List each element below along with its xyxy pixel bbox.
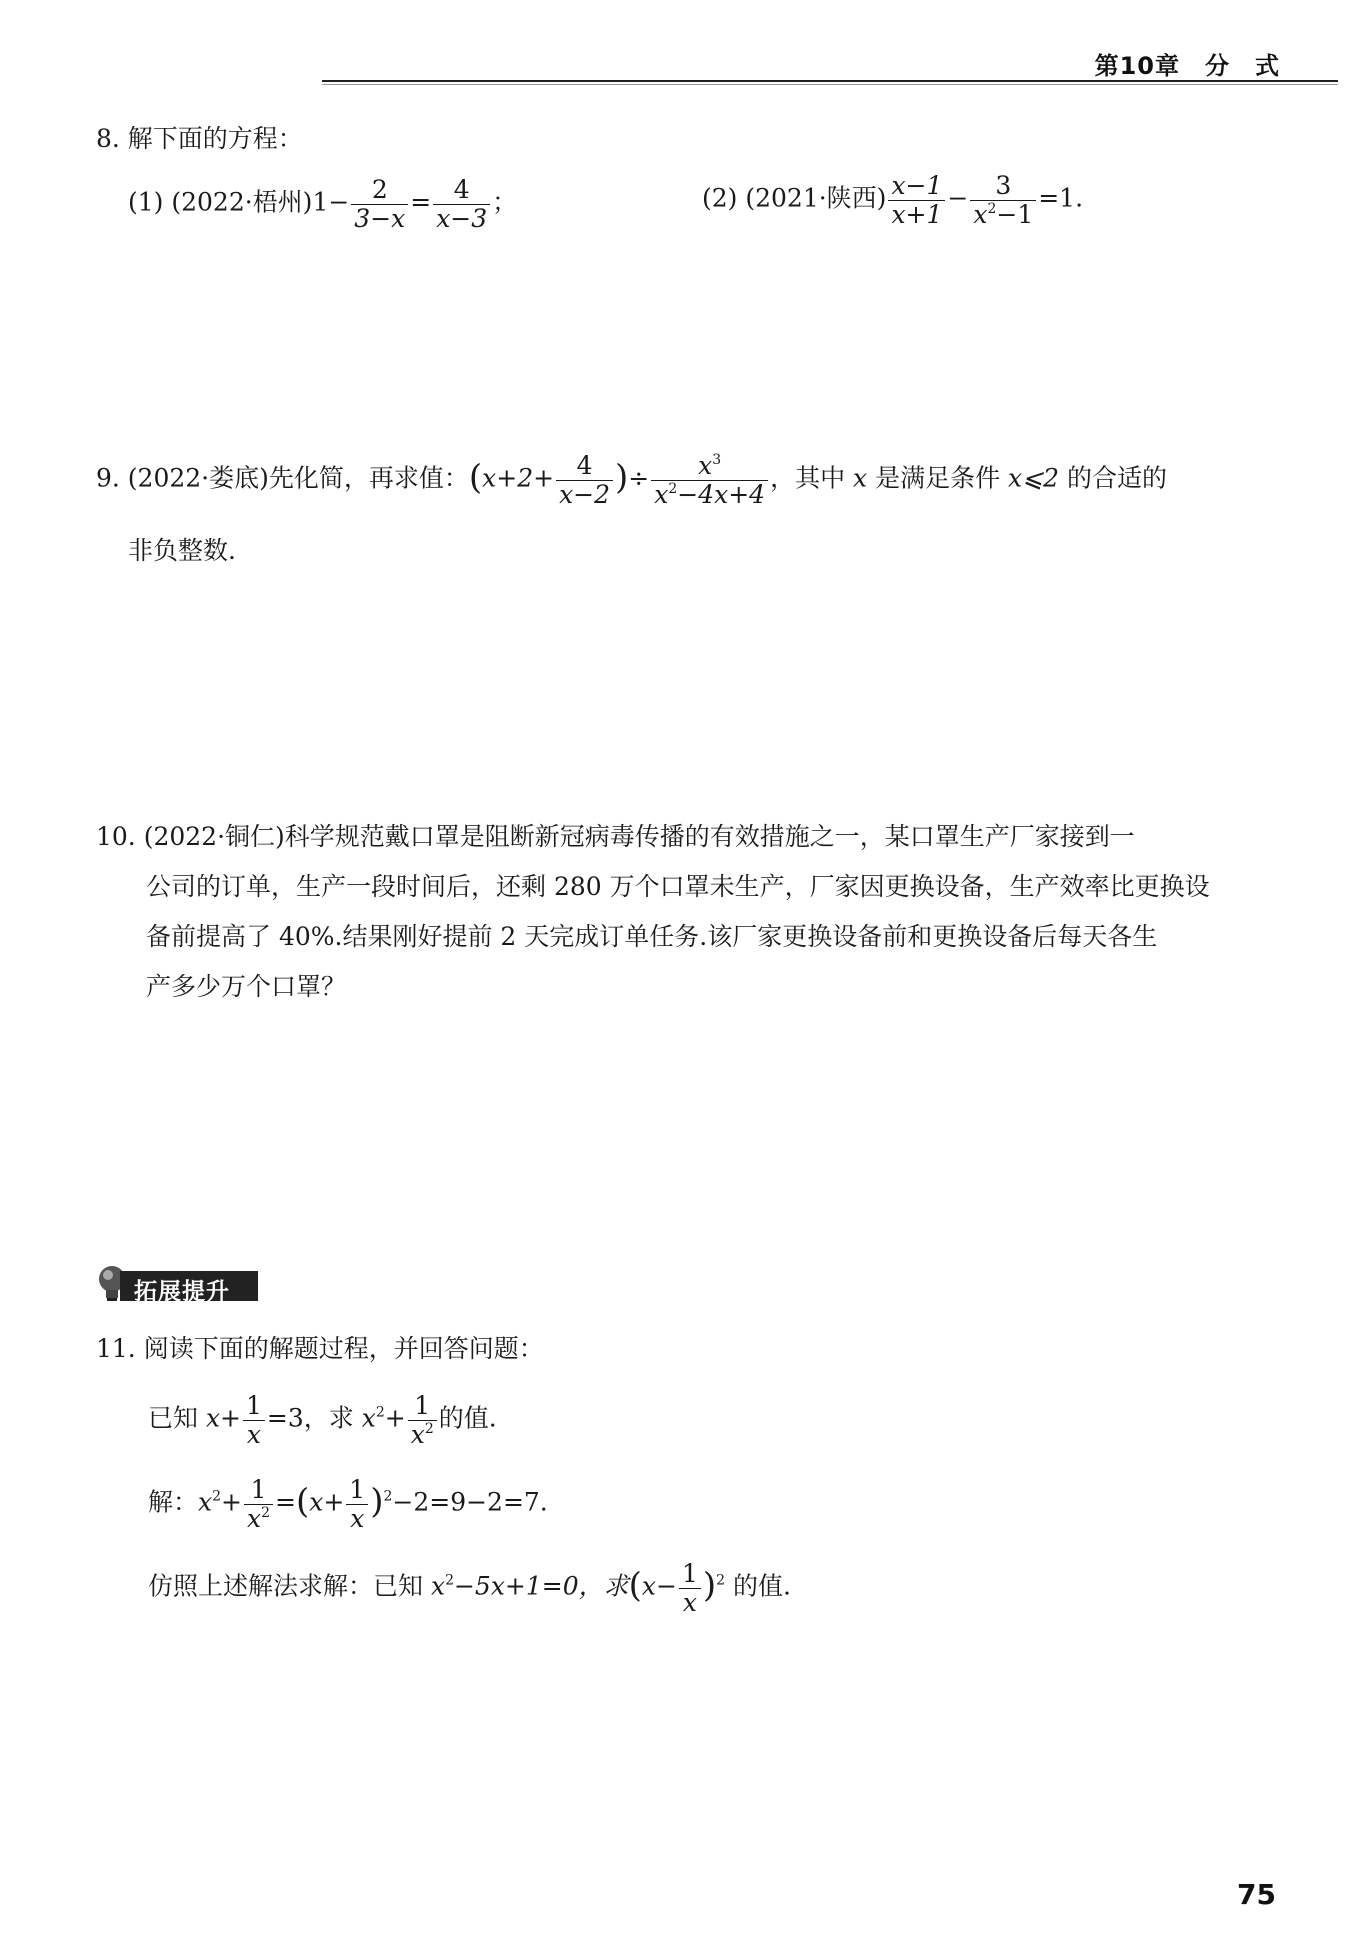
q10-line4: 产多少万个口罩？ (146, 972, 347, 1001)
numerator: 1 (244, 1476, 273, 1505)
denominator (244, 1505, 273, 1533)
q8-part1 (128, 176, 517, 232)
exponent: 2 (445, 1572, 454, 1589)
base: x (247, 1503, 262, 1533)
q8-p1-frac2 (433, 176, 490, 232)
minus: − (947, 183, 969, 213)
equals: = (410, 187, 432, 217)
semicolon: ； (492, 187, 518, 217)
q9-lead: 9. (2022·娄底)先化简，再求值： (96, 463, 469, 493)
task-tail: 的值. (725, 1571, 791, 1601)
q8-part2 (702, 172, 1083, 228)
exponent: 2 (261, 1504, 271, 1521)
denominator: x−3 (436, 203, 488, 233)
paren-open: ( (468, 457, 483, 498)
q9-condition: x⩽2 (1008, 463, 1059, 493)
exponent: 2 (668, 480, 678, 497)
q11-task (148, 1560, 791, 1616)
section-label: 拓展提升 (134, 1279, 230, 1305)
q8-p1-frac1 (351, 176, 408, 232)
exponent: 2 (383, 1488, 393, 1505)
denominator: x (682, 1587, 697, 1617)
rhs: =1. (1038, 183, 1084, 213)
q11-given (148, 1392, 497, 1448)
base: x (698, 451, 713, 480)
header-rule-thin (322, 84, 1338, 85)
plus: + (384, 1403, 406, 1433)
q10-line2: 公司的订单，生产一段时间后，还剩 280 万个口罩未生产，厂家因更换设备，生产效率比更换设 (146, 872, 1210, 901)
q10-text (96, 812, 1296, 1012)
q9-frac1 (556, 452, 613, 508)
exponent: 2 (716, 1572, 726, 1589)
base: x (430, 1571, 446, 1601)
denominator: x−2 (559, 479, 611, 509)
numerator: 1 (679, 1560, 701, 1589)
given-expr: x+ (205, 1403, 241, 1433)
paren-open: ( (628, 1565, 642, 1606)
numerator: 1 (408, 1392, 437, 1421)
paren-open: ( (295, 1481, 310, 1522)
q9-expr: x+2+ (482, 463, 555, 493)
section-badge (96, 1268, 258, 1305)
numerator: 4 (433, 176, 490, 205)
q10-line1: 10. (2022·铜仁)科学规范戴口罩是阻断新冠病毒传播的有效措施之一，某口罩生产厂家接到一 (96, 822, 1135, 851)
task-expr: −5x+1=0，求 (453, 1571, 629, 1601)
numerator: 1 (346, 1476, 368, 1505)
base: x (361, 1403, 376, 1433)
q10-line3: 备前提高了 40%.结果刚好提前 2 天完成订单任务.该厂家更换设备前和更换设备后每天各生 (146, 922, 1158, 951)
q9-tail1: ，其中 (770, 463, 854, 493)
q8-p1-tag: (1) (2022·梧州) (128, 187, 313, 217)
solution-expr: x+ (309, 1487, 345, 1517)
task-frac (679, 1560, 701, 1616)
denominator (408, 1421, 437, 1449)
solution-frac2 (346, 1476, 368, 1532)
header-rule (322, 80, 1338, 82)
numerator: 1 (243, 1392, 265, 1421)
task-lead: 仿照上述解法求解：已知 (148, 1571, 431, 1601)
denominator (970, 201, 1036, 229)
q11-stem: 11. 阅读下面的解题过程，并回答问题： (96, 1334, 544, 1363)
q8-p2-frac2 (970, 172, 1036, 228)
q9-tail2: 是满足条件 (867, 463, 1009, 493)
denominator: 3−x (354, 203, 406, 233)
base: x (198, 1487, 213, 1517)
chapter-header: 第10章 分 式 (1094, 52, 1280, 80)
exponent: 2 (212, 1488, 222, 1505)
denominator (651, 481, 768, 509)
denominator: x (246, 1419, 261, 1449)
q9-frac2 (651, 452, 768, 508)
q9-line2: 非负整数. (128, 536, 236, 565)
given-tail: 的值. (438, 1403, 497, 1433)
q8-stem: 8. 解下面的方程： (96, 124, 303, 153)
given-frac1 (243, 1392, 265, 1448)
solution-lead: 解： (148, 1487, 199, 1517)
denominator: x (350, 1503, 365, 1533)
numerator: 4 (556, 452, 613, 481)
equals: = (275, 1487, 296, 1517)
solution-tail: −2=9−2=7. (392, 1487, 548, 1517)
exponent: 2 (375, 1404, 385, 1421)
q8-p2-frac1 (888, 172, 945, 228)
paren-close: ) (370, 1481, 384, 1522)
given-frac2 (408, 1392, 437, 1448)
q11-solution (148, 1476, 548, 1532)
exponent: 2 (424, 1420, 434, 1437)
q8-p2-tag: (2) (2021·陕西) (702, 183, 887, 213)
q9-line1 (96, 452, 1167, 508)
base: x (973, 199, 988, 229)
divide: ÷ (628, 463, 650, 493)
page-number: 75 (1237, 1878, 1276, 1911)
base: x (410, 1419, 425, 1449)
plus: + (221, 1487, 242, 1517)
exponent: 2 (987, 200, 997, 217)
given-mid: =3，求 (266, 1403, 362, 1433)
exponent: 3 (712, 452, 722, 468)
given-lead: 已知 (148, 1403, 206, 1433)
task-inner: x− (641, 1571, 677, 1601)
numerator: 2 (351, 176, 408, 205)
paren-close: ) (702, 1565, 717, 1606)
numerator: x−1 (888, 172, 945, 201)
denominator: x+1 (891, 199, 943, 229)
q9-var: x (853, 463, 868, 493)
solution-frac1 (244, 1476, 273, 1532)
rest: −1 (996, 199, 1034, 229)
q8-p1-lead: 1− (312, 187, 350, 217)
paren-close: ) (615, 457, 629, 498)
base: x (654, 479, 669, 509)
rest: −4x+4 (677, 479, 766, 509)
numerator: 3 (970, 172, 1036, 201)
q9-tail3: 的合适的 (1059, 463, 1167, 493)
numerator (651, 452, 768, 481)
